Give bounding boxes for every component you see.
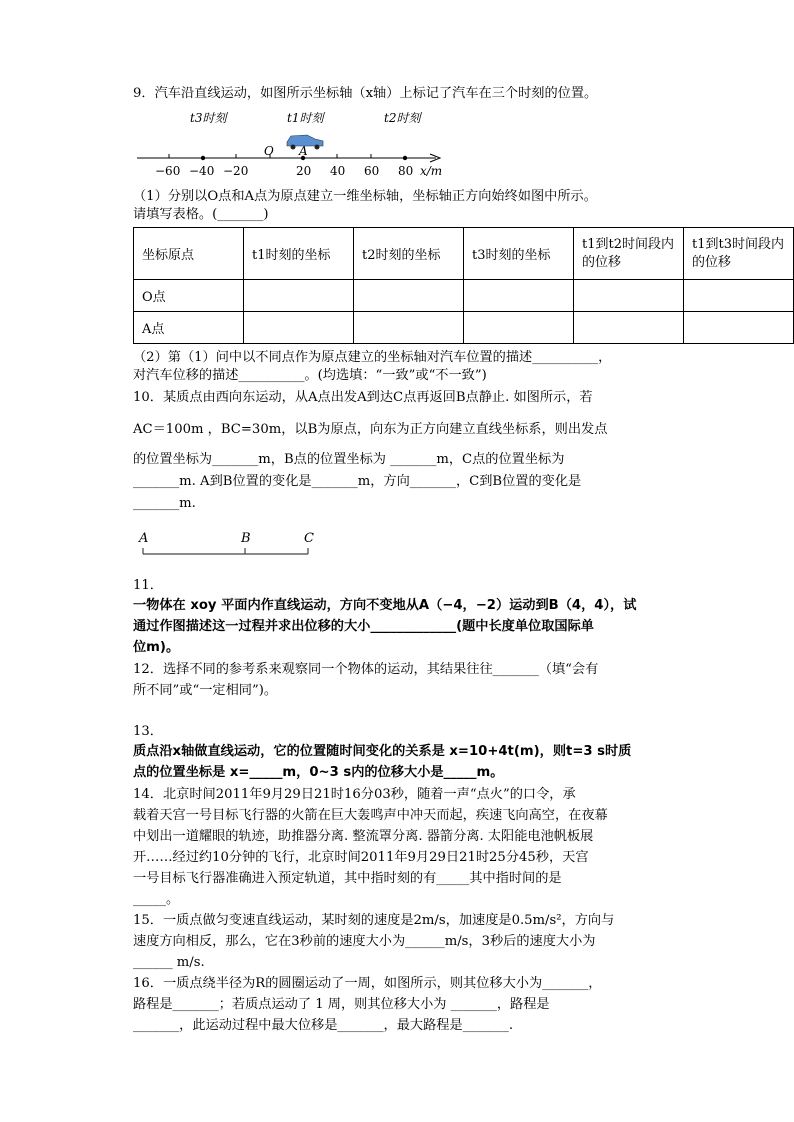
q13-line1: 质点沿x轴做直线运动，它的位置随时间变化的关系是 x=10+4t(m)，则t=3 s时质 (133, 744, 632, 759)
q12-line1: 12．选择不同的参考系来观察同一个物体的运动，其结果往往_______（填“会有 (133, 662, 599, 677)
q11-line1: 一物体在 xoy 平面内作直线运动，方向不变地从A（−4，−2）运动到B（4，4），试 (133, 598, 637, 613)
q15-line3: ______ m/s. (133, 955, 205, 970)
axis-unit-label: x/m (420, 164, 443, 178)
table-header-cell: t1到t3时间段内的位移 (683, 228, 793, 280)
q9-axis-figure (133, 108, 453, 184)
answer-cell[interactable] (683, 312, 793, 344)
t3-label: t3时刻 (190, 111, 227, 125)
q10-line5: _______m. (133, 496, 196, 511)
table-header-cell: t1时刻的坐标 (243, 228, 353, 280)
answer-cell[interactable] (573, 280, 683, 312)
table-header-cell: 坐标原点 (134, 228, 244, 280)
q9-part2-line2: 对汽车位移的描述__________。(均选填：“一致”或“不一致”) (133, 368, 487, 383)
q9-part1-line2: 请填写表格。(_______) (133, 207, 269, 222)
answer-cell[interactable] (463, 280, 573, 312)
point-label-a: A (299, 144, 308, 158)
answer-cell[interactable] (573, 312, 683, 344)
q9-stem: 9．汽车沿直线运动，如图所示坐标轴（x轴）上标记了汽车在三个时刻的位置。 (133, 86, 598, 101)
q14-line1: 14．北京时间2011年9月29日21时16分03秒，随着一声“点火”的口令，承 (133, 787, 576, 802)
q9-part2-line1: （2）第（1）问中以不同点作为原点建立的坐标轴对汽车位置的描述__________， (133, 350, 612, 365)
q10-line3: 的位置坐标为_______m，B点的位置坐标为 _______m，C点的位置坐标为 (133, 452, 565, 467)
tick-label: 40 (330, 164, 346, 178)
q9-part1-line1: （1）分别以O点和A点为原点建立一维坐标轴，坐标轴正方向始终如图中所示。 (133, 189, 597, 204)
q10-line4: _______m. A到B位置的变化是_______m，方向_______，C到B位置的变化是 (133, 474, 582, 489)
q14-line2: 载着天宫一号目标飞行器的火箭在巨大轰鸣声中冲天而起，疾速飞向高空，在夜幕 (133, 808, 608, 823)
q15-line1: 15．一质点做匀变速直线运动，某时刻的速度是2m/s，加速度是0.5m/s²，方向与 (133, 913, 615, 928)
t2-label: t2时刻 (384, 111, 421, 125)
q16-line1: 16．一质点绕半径为R的圆圈运动了一周，如图所示，则其位移大小为_______， (133, 976, 602, 991)
tick-label: 60 (364, 164, 380, 178)
table-header-cell: t3时刻的坐标 (463, 228, 573, 280)
t3-position-dot (201, 156, 205, 160)
q14-line5: 一号目标飞行器准确进入预定轨道，其中指时刻的有_____其中指时间的是 (133, 871, 562, 886)
q14-line6: _____。 (133, 892, 180, 907)
q13-number: 13． (133, 724, 163, 739)
t2-position-dot (403, 156, 407, 160)
answer-cell[interactable] (463, 312, 573, 344)
q11-number: 11． (133, 578, 163, 593)
q15-line2: 速度方向相反，那么，它在3秒前的速度大小为______m/s，3秒后的速度大小为 (133, 934, 596, 949)
tick-label: 20 (296, 164, 312, 178)
table-row (134, 280, 794, 312)
tick-label: −60 (155, 164, 181, 178)
table-row (134, 312, 794, 344)
q9-coordinate-table (133, 227, 794, 344)
q16-line3: _______，此运动过程中最大位移是_______，最大路程是_______. (133, 1018, 514, 1033)
tick-label: 80 (398, 164, 414, 178)
q10-line2: AC＝100m ，BC=30m，以B为原点，向东为正方向建立直线坐标系，则出发点 (133, 422, 608, 437)
tick-label: −20 (223, 164, 249, 178)
point-label-b: B (241, 531, 251, 546)
q10-line-segment-figure (133, 526, 333, 560)
table-header-row (134, 228, 794, 280)
answer-cell[interactable] (353, 280, 463, 312)
table-row-label: A点 (134, 312, 244, 344)
q11-line2: 通过作图描述这一过程并求出位移的大小_____________(题中长度单位取国际单 (133, 619, 594, 634)
origin-label-o: O (264, 144, 274, 158)
q10-line1: 10．某质点由西向东运动，从A点出发A到达C点再返回B点静止. 如图所示，若 (133, 390, 593, 405)
table-header-cell: t2时刻的坐标 (353, 228, 463, 280)
q11-line3: 位m)。 (133, 640, 180, 655)
answer-cell[interactable] (353, 312, 463, 344)
q14-line3: 中划出一道耀眼的轨迹，助推器分离. 整流罩分离. 器箭分离. 太阳能电池帆板展 (133, 829, 594, 844)
point-label-c: C (304, 531, 314, 546)
q14-line4: 开……经过约10分钟的飞行，北京时间2011年9月29日21时25分45秒，天宫 (133, 850, 589, 865)
q16-line2: 路程是_______；若质点运动了 1 周，则其位移大小为 _______，路程是 (133, 997, 550, 1012)
q13-line2: 点的位置坐标是 x=_____m，0~3 s内的位移大小是_____m。 (133, 765, 504, 780)
t1-label: t1时刻 (287, 111, 324, 125)
answer-cell[interactable] (243, 280, 353, 312)
tick-label: −40 (189, 164, 215, 178)
table-header-cell: t1到t2时间段内的位移 (573, 228, 683, 280)
answer-cell[interactable] (683, 280, 793, 312)
table-row-label: O点 (134, 280, 244, 312)
point-label-a: A (139, 531, 149, 546)
answer-cell[interactable] (243, 312, 353, 344)
q12-line2: 所不同”或“一定相同”)。 (133, 683, 278, 698)
